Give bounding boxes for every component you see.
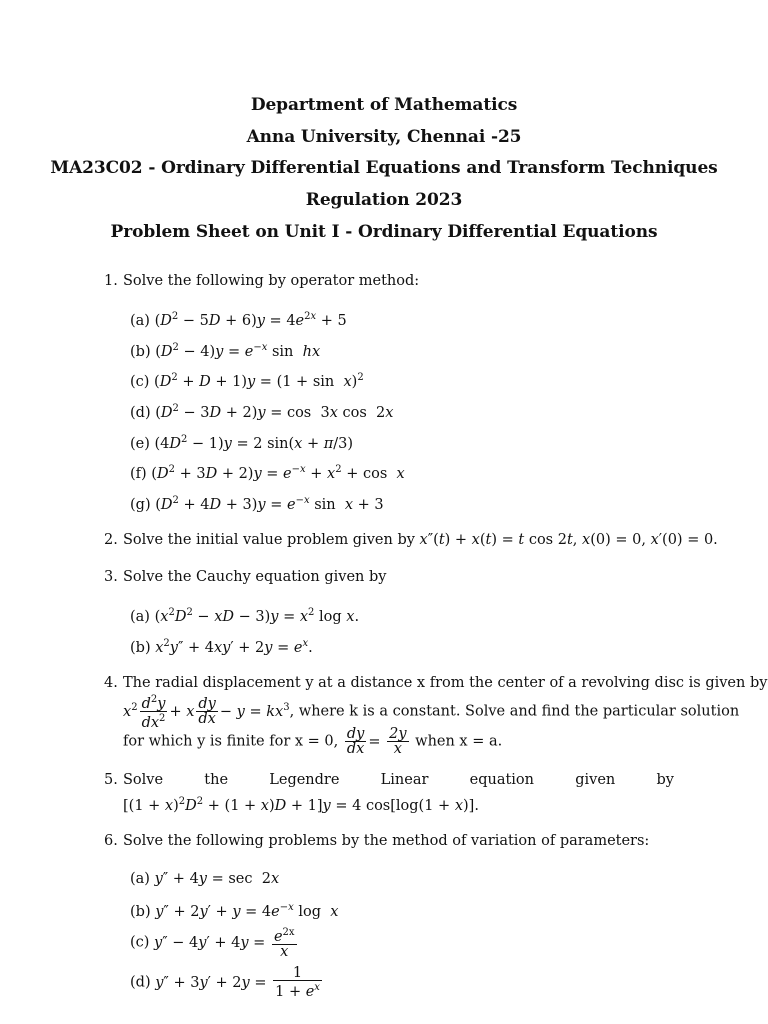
- question-text-line-2: [123, 693, 739, 730]
- part-b: [130, 638, 313, 656]
- equation: x″(t) + x(t) = t cos 2t, x(0) = 0, x′(0) = 0.: [419, 532, 718, 548]
- part-label: (c): [130, 934, 150, 951]
- part-c: [130, 372, 364, 390]
- word: Solve: [123, 772, 164, 788]
- question-number: 2.: [104, 532, 118, 548]
- question-text: Solve the following by operator method:: [123, 273, 420, 289]
- question-text: for which y is finite for x = 0,: [123, 733, 339, 750]
- equation: $x^2y'' + 4xy' + 2y = e^x$.: [155, 638, 313, 656]
- part-d: [130, 966, 324, 999]
- equation: $[(1 + x)^2D^2 + (1 + x)D + 1]y = 4$ cos[log(1 + x)].: [123, 796, 479, 814]
- university-title: Anna University, Chennai -25: [246, 127, 522, 147]
- department-title: Department of Mathematics: [250, 95, 518, 115]
- question-text-line-3: [123, 727, 502, 756]
- part-label: (g): [130, 497, 151, 513]
- equation: $y'' + 2y' + y = 4e^{-x}$ log x: [155, 902, 339, 920]
- word: equation: [469, 772, 535, 788]
- word: Linear: [380, 772, 429, 788]
- regulation-title: Regulation 2023: [305, 190, 463, 210]
- part-label: (b): [130, 344, 151, 360]
- word: by: [656, 772, 674, 788]
- equation: $\frac{dy}{dx}$ = $\frac{2y}{x}$: [346, 726, 407, 757]
- question-text: , where k is a constant. Solve and find the particular solution: [289, 703, 740, 720]
- word: the: [204, 772, 229, 788]
- sheet-title: Problem Sheet on Unit I - Ordinary Differential Equations: [110, 222, 658, 242]
- part-b: [130, 902, 338, 920]
- part-label: (a): [130, 871, 150, 887]
- equation: $(D^2 - 4)y = e^{-x}$ sin hx: [155, 342, 321, 360]
- question-number: 3.: [104, 569, 118, 585]
- question-text: Solve the initial value problem given by: [123, 532, 415, 548]
- question-text: Solve the following problems by the method of variation of parameters:: [123, 833, 650, 849]
- equation: $(D^2 + 4D + 3)y = e^{-x}$ sin x + 3: [155, 495, 384, 513]
- part-label: (b): [130, 640, 151, 656]
- equation: $(D^2 + 3D + 2)y = e^{-x} + x^2 + \cos x$: [151, 464, 405, 482]
- part-label: (e): [130, 436, 150, 452]
- equation: y″ + 4y = sec 2x: [154, 871, 280, 887]
- part-label: (d): [130, 974, 151, 991]
- equation: $(D^2 - 5D + 6)y = 4e^{2x} + 5$: [154, 311, 347, 329]
- question-number: 6.: [104, 833, 118, 849]
- question-text-line-1: The radial displacement y at a distance x from the center of a revolving disc is given by: [123, 675, 768, 691]
- part-a: [130, 871, 279, 887]
- part-d: [130, 403, 393, 421]
- part-f: [130, 464, 405, 482]
- part-label: (a): [130, 609, 150, 625]
- word: Legendre: [269, 772, 340, 788]
- equation: $(D^2 - 3D + 2)y = \cos 3x$ cos 2x: [155, 403, 394, 421]
- equation: y″ + 3y′ + 2y = $\frac{1}{1 + e^x}$: [155, 965, 320, 1000]
- part-b: [130, 342, 320, 360]
- question-text: when x = a.: [415, 733, 503, 750]
- part-c: [130, 926, 299, 959]
- part-a: [130, 311, 347, 329]
- part-label: (b): [130, 904, 151, 920]
- part-label: (d): [130, 405, 151, 421]
- question-number: 1.: [104, 273, 118, 289]
- course-title: MA23C02 - Ordinary Differential Equations and Transform Techniques: [50, 158, 718, 178]
- question-number: 5.: [104, 772, 118, 788]
- question-text: Solve the Cauchy equation given by: [123, 569, 387, 585]
- equation: $(D^2 + D + 1)y = (1 + \sin x)^2$: [154, 372, 364, 390]
- question-text-line: [123, 532, 718, 548]
- part-e: [130, 434, 353, 452]
- question-number: 4.: [104, 675, 118, 691]
- part-label: (c): [130, 374, 150, 390]
- equation: y″ − 4y′ + 4y = $\frac{e^{2x}}{x}$: [154, 927, 295, 960]
- equation: $x^2$ $\frac{d^2y}{dx^2}$ + x $\frac{dy}{dx}$ − $y = kx^3$: [123, 694, 290, 731]
- word: given: [575, 772, 616, 788]
- part-g: [130, 495, 384, 513]
- part-a: [130, 607, 359, 625]
- part-label: (a): [130, 313, 150, 329]
- equation: $(4D^2 - 1)y = 2$ sin(x + π/3): [154, 434, 354, 452]
- part-label: (f): [130, 466, 147, 482]
- question-text-line-1: [123, 772, 674, 788]
- equation: ($x^2D^2$ − xD − $3)y = x^2$ log x.: [154, 607, 360, 625]
